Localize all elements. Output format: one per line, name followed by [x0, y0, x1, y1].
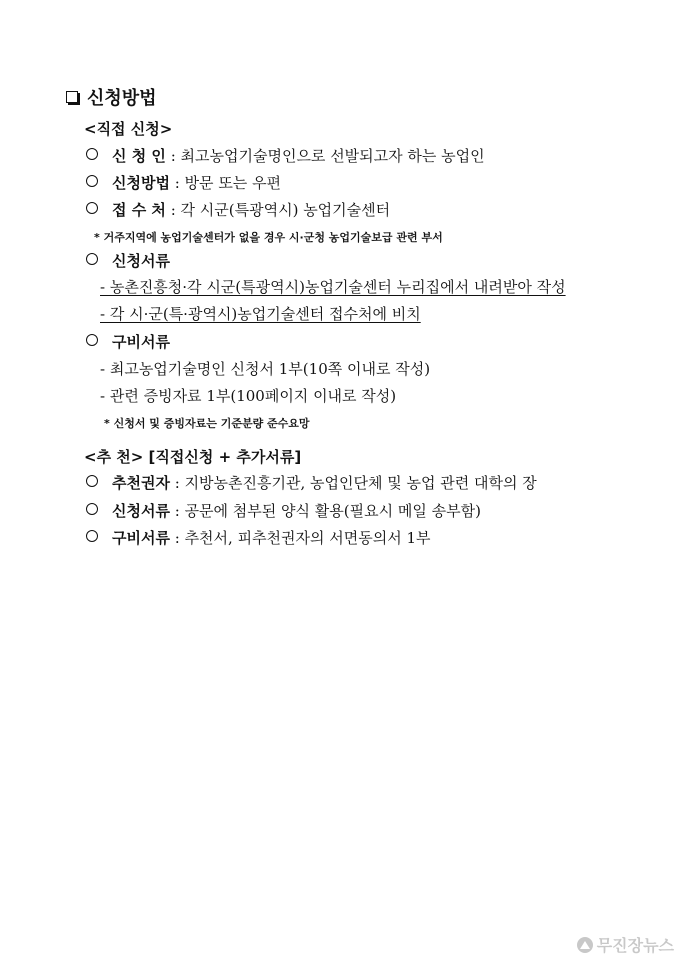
watermark — [577, 933, 674, 956]
item-value: : 방문 또는 우편 — [174, 174, 282, 192]
mountain-logo-icon — [577, 937, 593, 953]
docs-line-2: - 관련 증빙자료 1부(100페이지 이내로 작성) — [100, 387, 397, 405]
forms-line-2-text: - 각 시·군(특·광역시)농업기술센터 접수처에 비치 — [100, 305, 421, 323]
item-label: 신청방법 — [112, 174, 170, 192]
section-heading — [66, 84, 157, 110]
direct-docs — [86, 331, 170, 352]
bullet-circle-icon — [86, 530, 98, 542]
bullet-circle-icon — [86, 148, 98, 160]
bullet-circle-icon — [86, 253, 98, 265]
direct-item-applicant — [86, 145, 485, 166]
direct-subheading: <직접 신청> — [84, 120, 173, 138]
bullet-circle-icon — [86, 475, 98, 487]
bullet-circle-icon — [86, 175, 98, 187]
item-label: 접 수 처 — [112, 201, 166, 219]
direct-item-method — [86, 172, 281, 193]
item-label: 추천권자 — [112, 474, 170, 492]
bullet-circle-icon — [86, 334, 98, 346]
recommend-item-forms — [86, 500, 481, 521]
item-value: : 각 시군(특광역시) 농업기술센터 — [170, 201, 391, 219]
item-value: : 추천서, 피추천권자의 서면동의서 1부 — [174, 529, 431, 547]
docs-note: * 신청서 및 증빙자료는 기준분량 준수요망 — [104, 417, 310, 430]
forms-line-1-text: - 농촌진흥청·각 시군(특광역시)농업기술센터 누리집에서 내려받아 작성 — [100, 278, 566, 296]
item-label: 신청서류 — [112, 502, 170, 520]
recommend-item-recommender — [86, 472, 537, 493]
direct-forms — [86, 250, 170, 271]
recommend-subheading: <추 천> [직접신청 + 추가서류] — [84, 448, 302, 466]
item-label: 신 청 인 — [112, 147, 166, 165]
item-value: : 공문에 첨부된 양식 활용(필요시 메일 송부함) — [174, 502, 481, 520]
item-label: 신청서류 — [112, 252, 170, 270]
forms-line-2 — [100, 303, 421, 324]
item-label: 구비서류 — [112, 333, 170, 351]
checkbox-square-icon — [66, 91, 78, 103]
section-heading-text: 신청방법 — [87, 88, 157, 109]
forms-line-1 — [100, 276, 566, 297]
item-label: 구비서류 — [112, 529, 170, 547]
recommend-item-docs — [86, 527, 431, 548]
bullet-circle-icon — [86, 503, 98, 515]
direct-item-reception — [86, 199, 390, 220]
direct-note: * 거주지역에 농업기술센터가 없을 경우 시·군청 농업기술보급 관련 부서 — [94, 231, 443, 244]
docs-line-1: - 최고농업기술명인 신청서 1부(10쪽 이내로 작성) — [100, 360, 431, 378]
watermark-text: 무진장뉴스 — [596, 936, 674, 955]
item-value: : 최고농업기술명인으로 선발되고자 하는 농업인 — [170, 147, 485, 165]
item-value: : 지방농촌진흥기관, 농업인단체 및 농업 관련 대학의 장 — [174, 474, 537, 492]
bullet-circle-icon — [86, 202, 98, 214]
